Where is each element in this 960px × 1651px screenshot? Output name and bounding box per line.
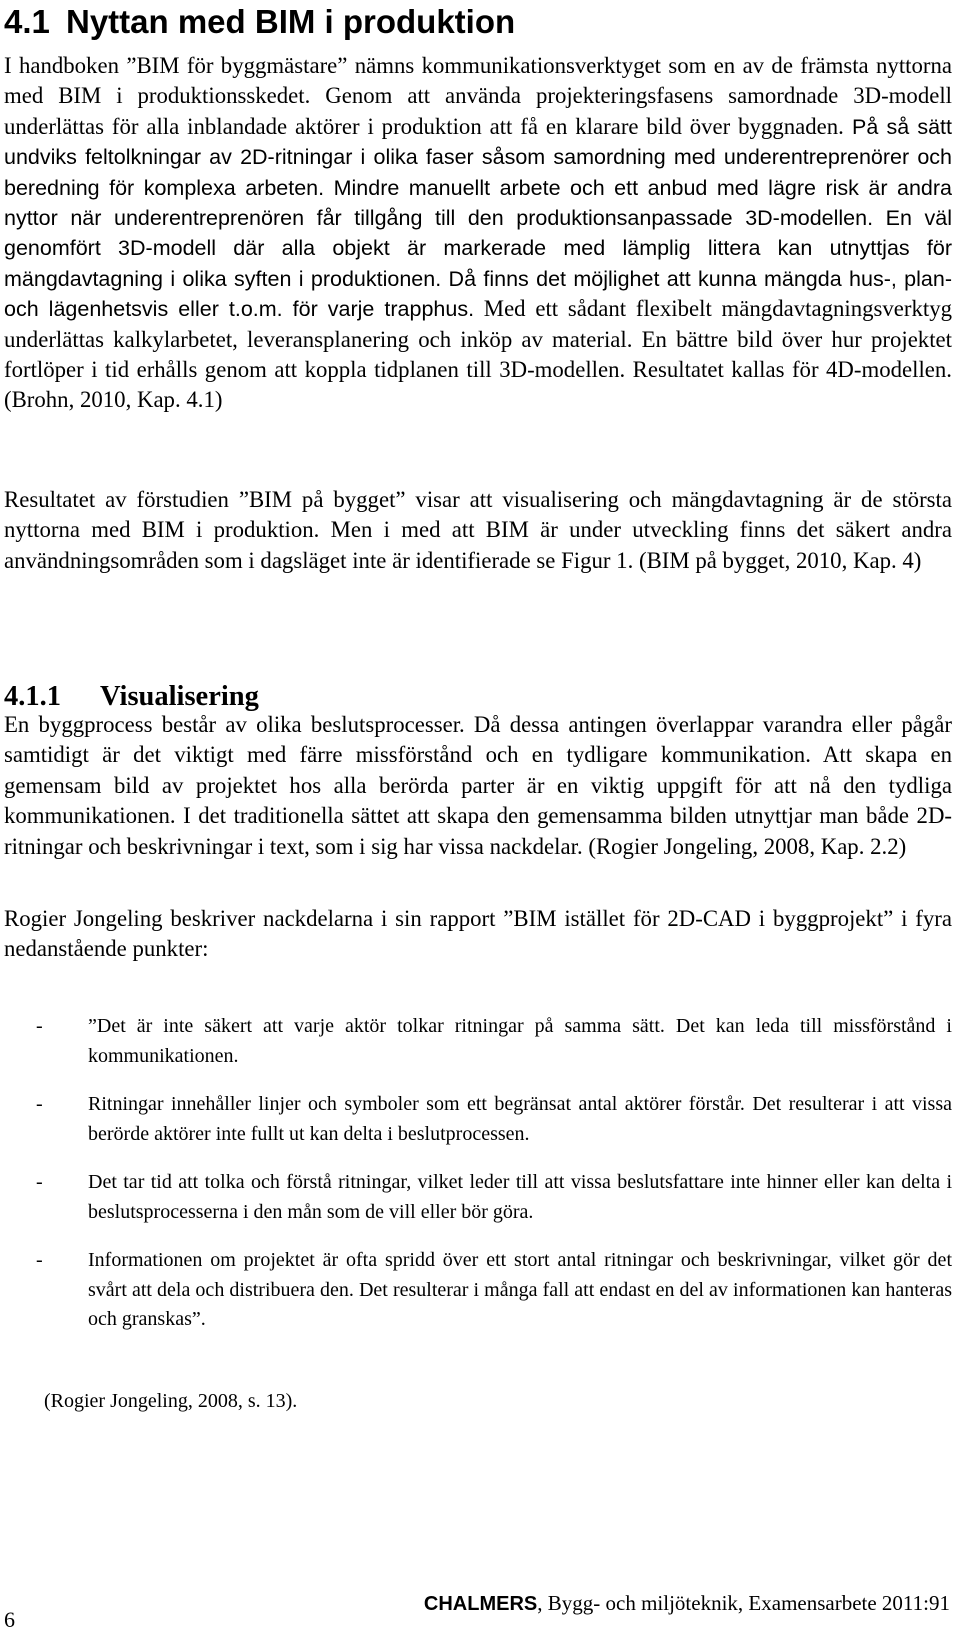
paragraph-1-part-a: I handboken ”BIM för byggmästare” nämns kommunikationsverktyget som en av de främsta nyttorna med BIM i produktionsskedet. Genom att använda projekteringsfasens samordnade 3D-modell underlättas för alla inblandade aktörer i produktion att få en klarare bild över byggnaden. bbox=[4, 53, 952, 139]
list-item-text: ”Det är inte säkert att varje aktör tolkar ritningar på samma sätt. Det kan leda till missförstånd i kommunikationen. bbox=[88, 1015, 952, 1067]
subsection-paragraph-2: Rogier Jongeling beskriver nackdelarna i sin rapport ”BIM istället för 2D-CAD i byggprojekt” i fyra nedanstående punkter: bbox=[4, 906, 952, 962]
paragraph-1-part-c: Med ett sådant flexibelt mängdavtagningsverktyg underlättas kalkylarbetet, leveransplanering och inköp av material. En bättre bild över hur projektet fortlöper i tid erhålls genom att koppla tidplanen till 3D-modellen. Resultatet kallas för 4D-modellen. (Brohn, 2010, Kap. 4.1) bbox=[4, 296, 953, 413]
list-item bbox=[36, 1090, 952, 1149]
subsection-title: Visualisering bbox=[100, 681, 259, 712]
paragraph-1-part-b: På så sätt undviks feltolkningar av 2D-ritningar i olika faser såsom samordning med underentreprenörer och beredning för komplexa arbeten. Mindre manuellt arbete och ett anbud med lägre risk är andra nyttor när underentreprenören får tillgång till den produktionsanpassade 3D-modellen. En väl genomfört 3D-modell där alla objekt är markerade med lämplig littera kan utnyttjas för mängdavtagning i olika syften i produktionen. Då finns det möjlighet att kunna mängda hus-, plan- och lägenhetsvis eller t.o.m. för varje trapphus. bbox=[4, 114, 952, 322]
section-title: Nyttan med BIM i produktion bbox=[66, 3, 516, 40]
bullet-marker: - bbox=[36, 1015, 43, 1037]
list-item-text: Det tar tid att tolka och förstå ritningar, vilket leder till att vissa beslutsfattare inte hinner eller kan delta i beslutsprocesserna i den mån som de vill eller bör göra. bbox=[88, 1171, 952, 1223]
list-item-text: Ritningar innehåller linjer och symboler som ett begränsat antal aktörer förstår. Det resulterar i att vissa berörde aktörer inte fullt ut kan delta i beslutprocessen. bbox=[88, 1093, 952, 1145]
list-item bbox=[36, 1168, 952, 1227]
section-number: 4.1 bbox=[4, 3, 50, 40]
footer-text: , Bygg- och miljöteknik, Examensarbete 2011:91 bbox=[537, 1591, 950, 1615]
section-paragraph-2: Resultatet av förstudien ”BIM på bygget” visar att visualisering och mängdavtagning är de största nyttorna med BIM i produktion. Men i med att BIM är under utveckling finns det säkert andra användningsområden som i dagsläget inte är identifierade se Figur 1. (BIM på bygget, 2010, Kap. 4) bbox=[4, 487, 952, 573]
section-paragraph-1 bbox=[4, 51, 952, 416]
list-item bbox=[36, 1012, 952, 1071]
page-number: 6 bbox=[4, 1607, 15, 1632]
subsection-paragraph-1: En byggprocess består av olika beslutsprocesser. Då dessa antingen överlappar varandra eller pågår samtidigt är det viktigt med färre missförstånd och en tydligare kommunikation. Att skapa en gemensam bild av projektet hos alla berörda parter är en viktig uppgift för att nå den tydliga kommunikationen. I det traditionella sättet att skapa den gemensamma bilden utnyttjar man både 2D-ritningar och beskrivningar i text, som i sig har vissa nackdelar. (Rogier Jongeling, 2008, Kap. 2.2) bbox=[4, 712, 952, 859]
bullet-marker: - bbox=[36, 1171, 43, 1193]
list-item bbox=[36, 1246, 952, 1335]
section-heading bbox=[4, 2, 515, 42]
quote-citation: (Rogier Jongeling, 2008, s. 13). bbox=[44, 1390, 298, 1412]
footer-organization: CHALMERS bbox=[423, 1593, 538, 1615]
drawbacks-list bbox=[36, 1012, 952, 1354]
bullet-marker: - bbox=[36, 1249, 43, 1271]
subsection-number: 4.1.1 bbox=[4, 681, 61, 712]
footer bbox=[424, 1589, 950, 1618]
bullet-marker: - bbox=[36, 1093, 43, 1115]
list-item-text: Informationen om projektet är ofta spridd över ett stort antal ritningar och beskrivningar, vilket gör det svårt att dela och distribuera den. Det resulterar i många fall att endast en del av informationen kan hanteras och granskas”. bbox=[88, 1249, 952, 1330]
